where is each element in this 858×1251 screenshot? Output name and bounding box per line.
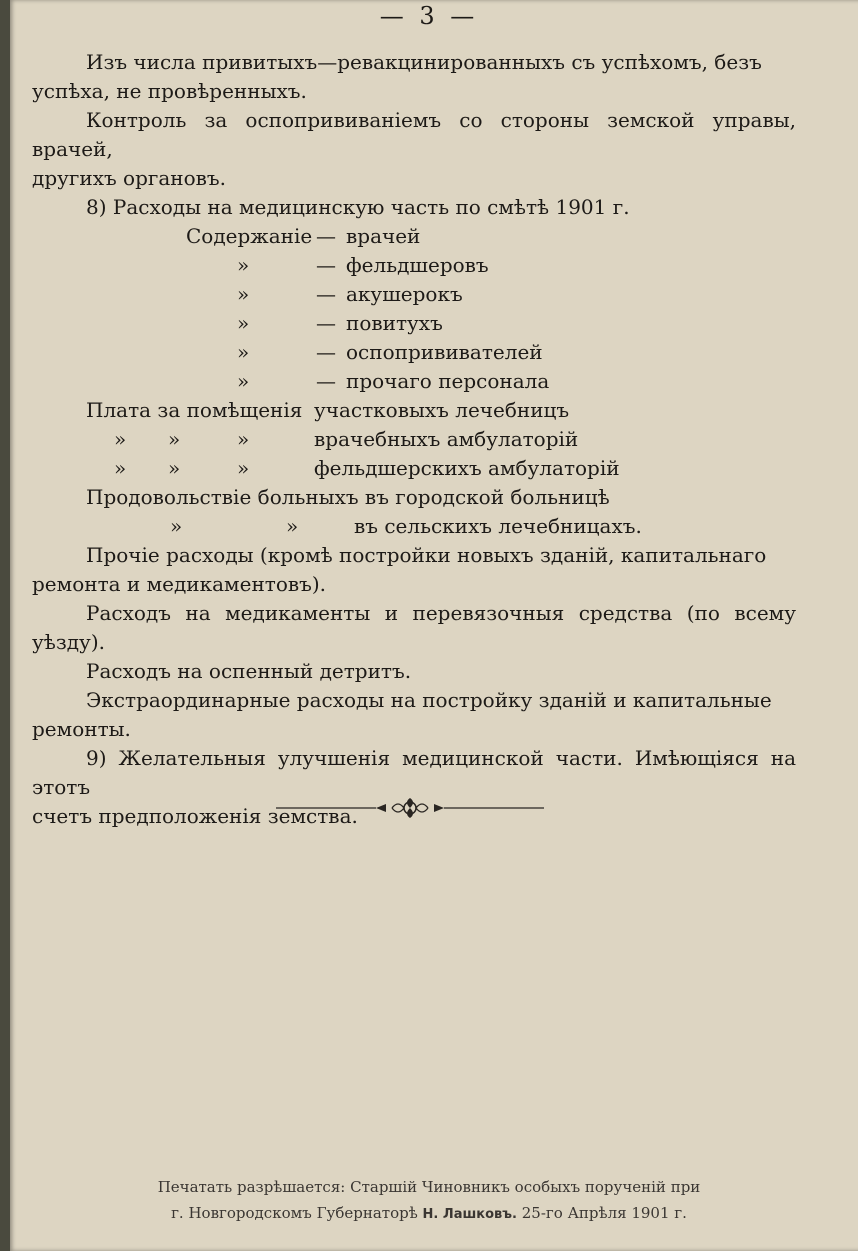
salary-item: оспопрививателей — [346, 340, 543, 364]
document-body — [32, 48, 796, 831]
salary-head: Содержаніе — [186, 224, 313, 248]
section-9: 9) Желательныя улучшенія медицинской части. Имѣющіяся на этотъ счетъ предположенія земства. — [32, 746, 796, 828]
food-row-1 — [32, 483, 796, 512]
page-number: — 3 — — [379, 2, 479, 30]
premises-item: врачебныхъ амбулаторій — [314, 427, 579, 451]
salary-item: прочаго персонала — [346, 369, 550, 393]
para-control: Контроль за оспопрививаніемъ со стороны земской управы, врачей, другихъ органовъ. — [32, 108, 796, 190]
salary-row-4: » — повитухъ — [32, 309, 796, 338]
ornament-divider-icon — [276, 796, 544, 820]
food-rural: въ сельскихъ лечебницахъ. — [354, 514, 642, 538]
para-vaccine-detritus: Расходъ на оспенный детритъ. — [86, 659, 412, 683]
imprint-note: Печатать разрѣшается: Старшій Чиновникъ особыхъ порученій при г. Новгородскомъ Губернаторѣ Н. Лашковъ. 25-го Апрѣля 1901 г. — [157, 1178, 701, 1222]
salary-item: фельдшеровъ — [346, 253, 489, 277]
food-head: Продовольствіе больныхъ въ городской больницѣ — [86, 485, 610, 509]
salary-row-6: » — прочаго персонала — [32, 367, 796, 396]
para-vaccinated: Изъ числа привитыхъ—ревакцинированныхъ съ успѣхомъ, безъ успѣха, не провѣренныхъ. — [32, 50, 762, 103]
salary-row-5: » — оспопрививателей — [32, 338, 796, 367]
para-extraordinary: Экстраординарные расходы на постройку зданій и капитальные ремонты. — [32, 688, 772, 741]
censor-signature: Н. Лашковъ. — [422, 1207, 517, 1222]
para-medicines: Расходъ на медикаменты и перевязочныя средства (по всему уѣзду). — [32, 601, 796, 654]
para-other-expenses: Прочіе расходы (кромѣ постройки новыхъ зданій, капитальнаго ремонта и медикаментовъ). — [32, 543, 767, 596]
premises-row-2: » » » врачебныхъ амбулаторій — [32, 425, 796, 454]
section-8-title: 8) Расходы на медицинскую часть по смѣтѣ 1901 г. — [86, 195, 630, 219]
premises-item: участковыхъ лечебницъ — [314, 398, 570, 422]
salary-row-3: » — акушерокъ — [32, 280, 796, 309]
premises-row-3: » » » фельдшерскихъ амбулаторій — [32, 454, 796, 483]
salary-item: повитухъ — [346, 311, 443, 335]
premises-row-1 — [32, 396, 796, 425]
salary-row-1: Содержаніе — врачей — [32, 222, 796, 251]
salary-row-2: » — фельдшеровъ — [32, 251, 796, 280]
premises-item: фельдшерскихъ амбулаторій — [314, 456, 620, 480]
food-row-2: » » въ сельскихъ лечебницахъ. — [32, 512, 796, 541]
salary-item: врачей — [346, 224, 421, 248]
salary-item: акушерокъ — [346, 282, 463, 306]
premises-head: Плата за помѣщенія — [86, 398, 303, 422]
